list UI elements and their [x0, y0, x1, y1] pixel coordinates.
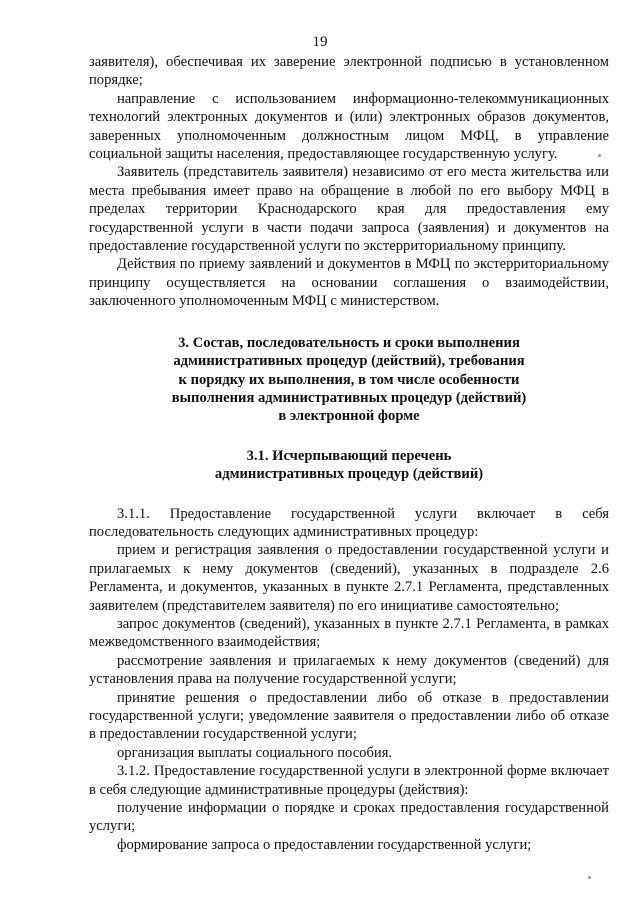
- heading-line: административных процедур (действий), требования: [173, 353, 525, 370]
- paragraph: запрос документов (сведений), указанных в пункте 2.7.1 Регламента, в рамках межведомственного взаимодействия;: [89, 615, 609, 651]
- heading-line: административных процедур (действий): [214, 466, 484, 483]
- paragraph: направление с использованием информационно-телекоммуникационных технологий электронных документов и (или) электронных образов документов, заверенных уполномоченным должностным лицом МФЦ, в управление социальной защиты населения, предоставляющее государственную услугу.: [89, 90, 609, 163]
- paragraph: заявителя), обеспечивая их заверение электронной подписью в установленном порядке;: [89, 54, 609, 89]
- top-paragraphs: [89, 53, 609, 311]
- paragraph: 3.1.2. Предоставление государственной услуги в электронной форме включает в себя следующие административные процедуры (действия):: [89, 763, 609, 798]
- paragraph: принятие решения о предоставлении либо об отказе в предоставлении государственной услуги; уведомление заявителя о предоставлении либо об отказе в предоставлении государственной услуги;: [89, 689, 609, 743]
- section-heading: [89, 334, 609, 426]
- heading-line: 3. Состав, последовательность и сроки выполнения: [178, 334, 520, 351]
- scan-speck: [588, 876, 591, 879]
- heading-line: в электронной форме: [278, 408, 420, 425]
- paragraph: организация выплаты социального пособия.: [117, 744, 393, 761]
- document-body: [89, 53, 609, 854]
- paragraph: 3.1.1. Предоставление государственной услуги включает в себя последовательность следующих административных процедур:: [89, 505, 609, 540]
- scan-speck: [598, 154, 601, 157]
- paragraph: Заявитель (представитель заявителя) независимо от его места жительства или места пребывания имеет право на обращение в любой по его выбору МФЦ в пределах территории Краснодарского края для предоставления ему государственной услуги в части подачи запроса (заявления) и документов на предоставление государственной услуги по экстерриториальному принципу.: [89, 164, 609, 255]
- paragraph: формирование запроса о предоставлении государственной услуги;: [117, 836, 532, 853]
- page-number: 19: [312, 34, 328, 50]
- subsection-heading: [89, 447, 609, 484]
- heading-line: выполнения административных процедур (действий): [171, 389, 527, 406]
- paragraph: рассмотрение заявления и прилагаемых к нему документов (сведений) для установления права на получение государственной услуги;: [89, 652, 609, 688]
- paragraph: прием и регистрация заявления о предоставлении государственной услуги и прилагаемых к нему документов (сведений), указанных в подразделе 2.6 Регламента, и документов, указанных в пункте 2.7.1 Регламента, представленных заявителем (представителем заявителя) по его инициативе самостоятельно;: [89, 542, 609, 614]
- paragraph: Действия по приему заявлений и документов в МФЦ по экстерриториальному принципу осуществляется на основании соглашения о взаимодействии, заключенного уполномоченным МФЦ с министерством.: [89, 256, 609, 310]
- heading-line: к порядку их выполнения, в том числе особенности: [178, 371, 520, 388]
- bottom-paragraphs: [89, 505, 609, 855]
- paragraph: получение информации о порядке и сроках предоставления государственной услуги;: [89, 800, 609, 835]
- heading-line: 3.1. Исчерпывающий перечень: [246, 447, 452, 464]
